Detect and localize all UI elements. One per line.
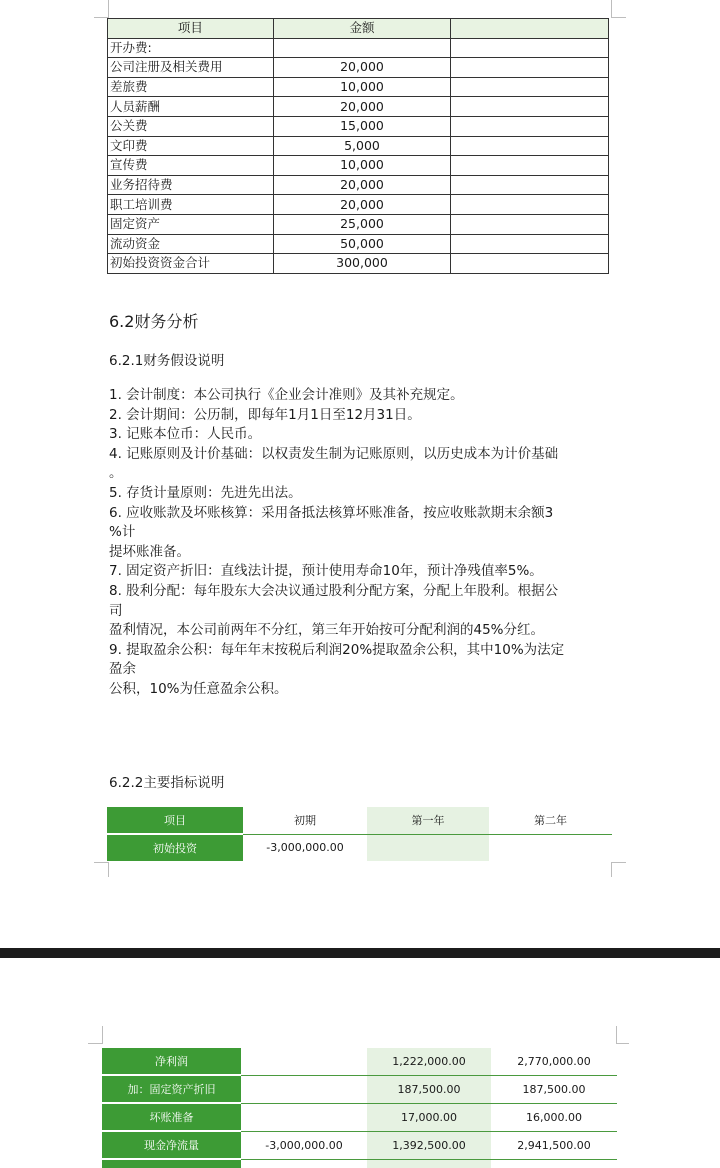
indicator-row-year1: 1,222,000.00 <box>367 1048 491 1075</box>
row-blank <box>451 77 609 97</box>
row-blank <box>451 214 609 234</box>
crop-mark-top-left <box>94 0 109 18</box>
clause-line: 公积，10%为任意盈余公积。 <box>109 680 288 697</box>
indicator-row-initial <box>241 1048 367 1075</box>
crop-mark-top-left <box>88 1026 103 1044</box>
clause-line: 盈余 <box>109 661 136 678</box>
clause-line: 盈利情况，本公司前两年不分红，第三年开始按可分配利润的45%分红。 <box>109 622 545 639</box>
table-header-row <box>108 19 609 39</box>
section-heading-6-2: 6.2财务分析 <box>109 312 199 331</box>
row-item: 宣传费 <box>108 156 274 176</box>
table-row-total <box>108 254 609 274</box>
indicator-row-year1 <box>367 834 489 861</box>
table-row <box>108 175 609 195</box>
indicator-row-initial <box>241 1075 367 1103</box>
row-item: 公关费 <box>108 116 274 136</box>
table-row <box>108 38 609 58</box>
row-item: 开办费: <box>108 38 274 58</box>
clause-line: 3. 记账本位币：人民币。 <box>109 426 262 443</box>
table-row <box>108 136 609 156</box>
row-item: 公司注册及相关费用 <box>108 58 274 78</box>
row-amount: 300,000 <box>273 254 451 274</box>
table-row <box>102 1131 617 1159</box>
clause-line: 8. 股利分配：每年股东大会决议通过股利分配方案，分配上年股利。根据公 <box>109 582 559 599</box>
indicator-row-label: 初始投资 <box>107 834 243 861</box>
document-page-2 <box>0 958 720 1168</box>
row-blank <box>451 38 609 58</box>
row-amount: 20,000 <box>273 58 451 78</box>
table-row <box>102 1075 617 1103</box>
indicator-row-year2: 16,000.00 <box>491 1103 617 1131</box>
row-blank <box>451 254 609 274</box>
indicator-row-year2: 2,770,000.00 <box>491 1048 617 1075</box>
row-item: 业务招待费 <box>108 175 274 195</box>
table-row <box>108 116 609 136</box>
row-amount <box>273 38 451 58</box>
row-item: 文印费 <box>108 136 274 156</box>
row-item: 初始投资资金合计 <box>108 254 274 274</box>
section-heading-6-2-1: 6.2.1财务假设说明 <box>109 353 225 369</box>
clause-line: %计 <box>109 524 136 541</box>
clause-line: 6. 应收账款及坏账核算：采用备抵法核算坏账准备，按应收账款期末余额3 <box>109 504 554 521</box>
clause-line: 5. 存货计量原则：先进先出法。 <box>109 484 302 501</box>
row-amount: 20,000 <box>273 195 451 215</box>
crop-mark-top-right <box>616 1026 629 1044</box>
clause-line: 。 <box>109 465 123 482</box>
clause-line: 7. 固定资产折旧：直线法计提，预计使用寿命10年，预计净残值率5%。 <box>109 563 543 580</box>
indicator-row-label: 净利润 <box>102 1048 241 1075</box>
row-item: 职工培训费 <box>108 195 274 215</box>
row-blank <box>451 97 609 117</box>
indicator-header-item: 项目 <box>107 807 243 834</box>
table-row <box>102 1103 617 1131</box>
indicator-row-initial: -3,000,000.00 <box>241 1131 367 1159</box>
table-row <box>108 195 609 215</box>
row-blank <box>451 58 609 78</box>
indicator-row-label: 现金净流量 <box>102 1131 241 1159</box>
row-blank <box>451 136 609 156</box>
row-amount: 20,000 <box>273 97 451 117</box>
indicator-row-year2: 2,941,500.00 <box>491 1131 617 1159</box>
indicator-row-year2: 187,500.00 <box>491 1075 617 1103</box>
row-amount: 20,000 <box>273 175 451 195</box>
indicator-row-year1: 17,000.00 <box>367 1103 491 1131</box>
indicator-row-label <box>102 1159 241 1168</box>
crop-mark-top-right <box>611 0 626 18</box>
indicator-row-initial: -3,000,000.00 <box>243 834 367 861</box>
row-amount: 25,000 <box>273 214 451 234</box>
clause-line: 1. 会计制度：本公司执行《企业会计准则》及其补充规定。 <box>109 387 464 403</box>
row-item: 人员薪酬 <box>108 97 274 117</box>
row-blank <box>451 156 609 176</box>
indicator-row-year1: 187,500.00 <box>367 1075 491 1103</box>
table-row-partial <box>102 1159 617 1168</box>
row-item: 固定资产 <box>108 214 274 234</box>
table-row <box>108 234 609 254</box>
indicator-header-initial: 初期 <box>243 807 367 834</box>
section-heading-6-2-2: 6.2.2主要指标说明 <box>109 775 225 791</box>
startup-budget-table <box>107 18 609 274</box>
indicator-row-year1: 1,392,500.00 <box>367 1131 491 1159</box>
indicator-header-year1: 第一年 <box>367 807 489 834</box>
row-blank <box>451 116 609 136</box>
indicator-header-year2: 第二年 <box>489 807 612 834</box>
row-amount: 50,000 <box>273 234 451 254</box>
table-row <box>108 97 609 117</box>
row-item: 流动资金 <box>108 234 274 254</box>
row-blank <box>451 234 609 254</box>
row-blank <box>451 195 609 215</box>
clause-line: 司 <box>109 602 123 619</box>
indicator-row-year2 <box>491 1159 617 1168</box>
crop-mark-bottom-right <box>611 862 626 877</box>
table-row <box>108 58 609 78</box>
indicator-table <box>107 807 612 861</box>
column-header-blank <box>451 19 609 39</box>
row-amount: 10,000 <box>273 156 451 176</box>
column-header-item: 项目 <box>108 19 274 39</box>
table-row <box>108 156 609 176</box>
indicator-row-initial <box>241 1159 367 1168</box>
indicator-row-year1 <box>367 1159 491 1168</box>
indicator-header-row <box>107 807 612 834</box>
row-amount: 10,000 <box>273 77 451 97</box>
indicator-table-continued <box>102 1048 617 1168</box>
table-row <box>102 1048 617 1075</box>
clause-line: 9. 提取盈余公积：每年年末按税后利润20%提取盈余公积，其中10%为法定 <box>109 641 565 658</box>
table-row <box>108 214 609 234</box>
clause-line: 提坏账准备。 <box>109 543 190 560</box>
table-row <box>107 834 612 861</box>
row-item: 差旅费 <box>108 77 274 97</box>
indicator-row-label: 加：固定资产折旧 <box>102 1075 241 1103</box>
assumption-clauses <box>109 386 619 700</box>
indicator-row-label: 坏账准备 <box>102 1103 241 1131</box>
clause-line: 2. 会计期间：公历制，即每年1月1日至12月31日。 <box>109 406 421 423</box>
row-blank <box>451 175 609 195</box>
table-row <box>108 77 609 97</box>
crop-mark-bottom-left <box>94 862 109 877</box>
clause-line: 4. 记账原则及计价基础：以权责发生制为记账原则，以历史成本为计价基础 <box>109 445 559 462</box>
indicator-row-year2 <box>489 834 612 861</box>
column-header-amount: 金额 <box>273 19 451 39</box>
row-amount: 15,000 <box>273 116 451 136</box>
page-separator <box>0 948 720 958</box>
indicator-row-initial <box>241 1103 367 1131</box>
row-amount: 5,000 <box>273 136 451 156</box>
